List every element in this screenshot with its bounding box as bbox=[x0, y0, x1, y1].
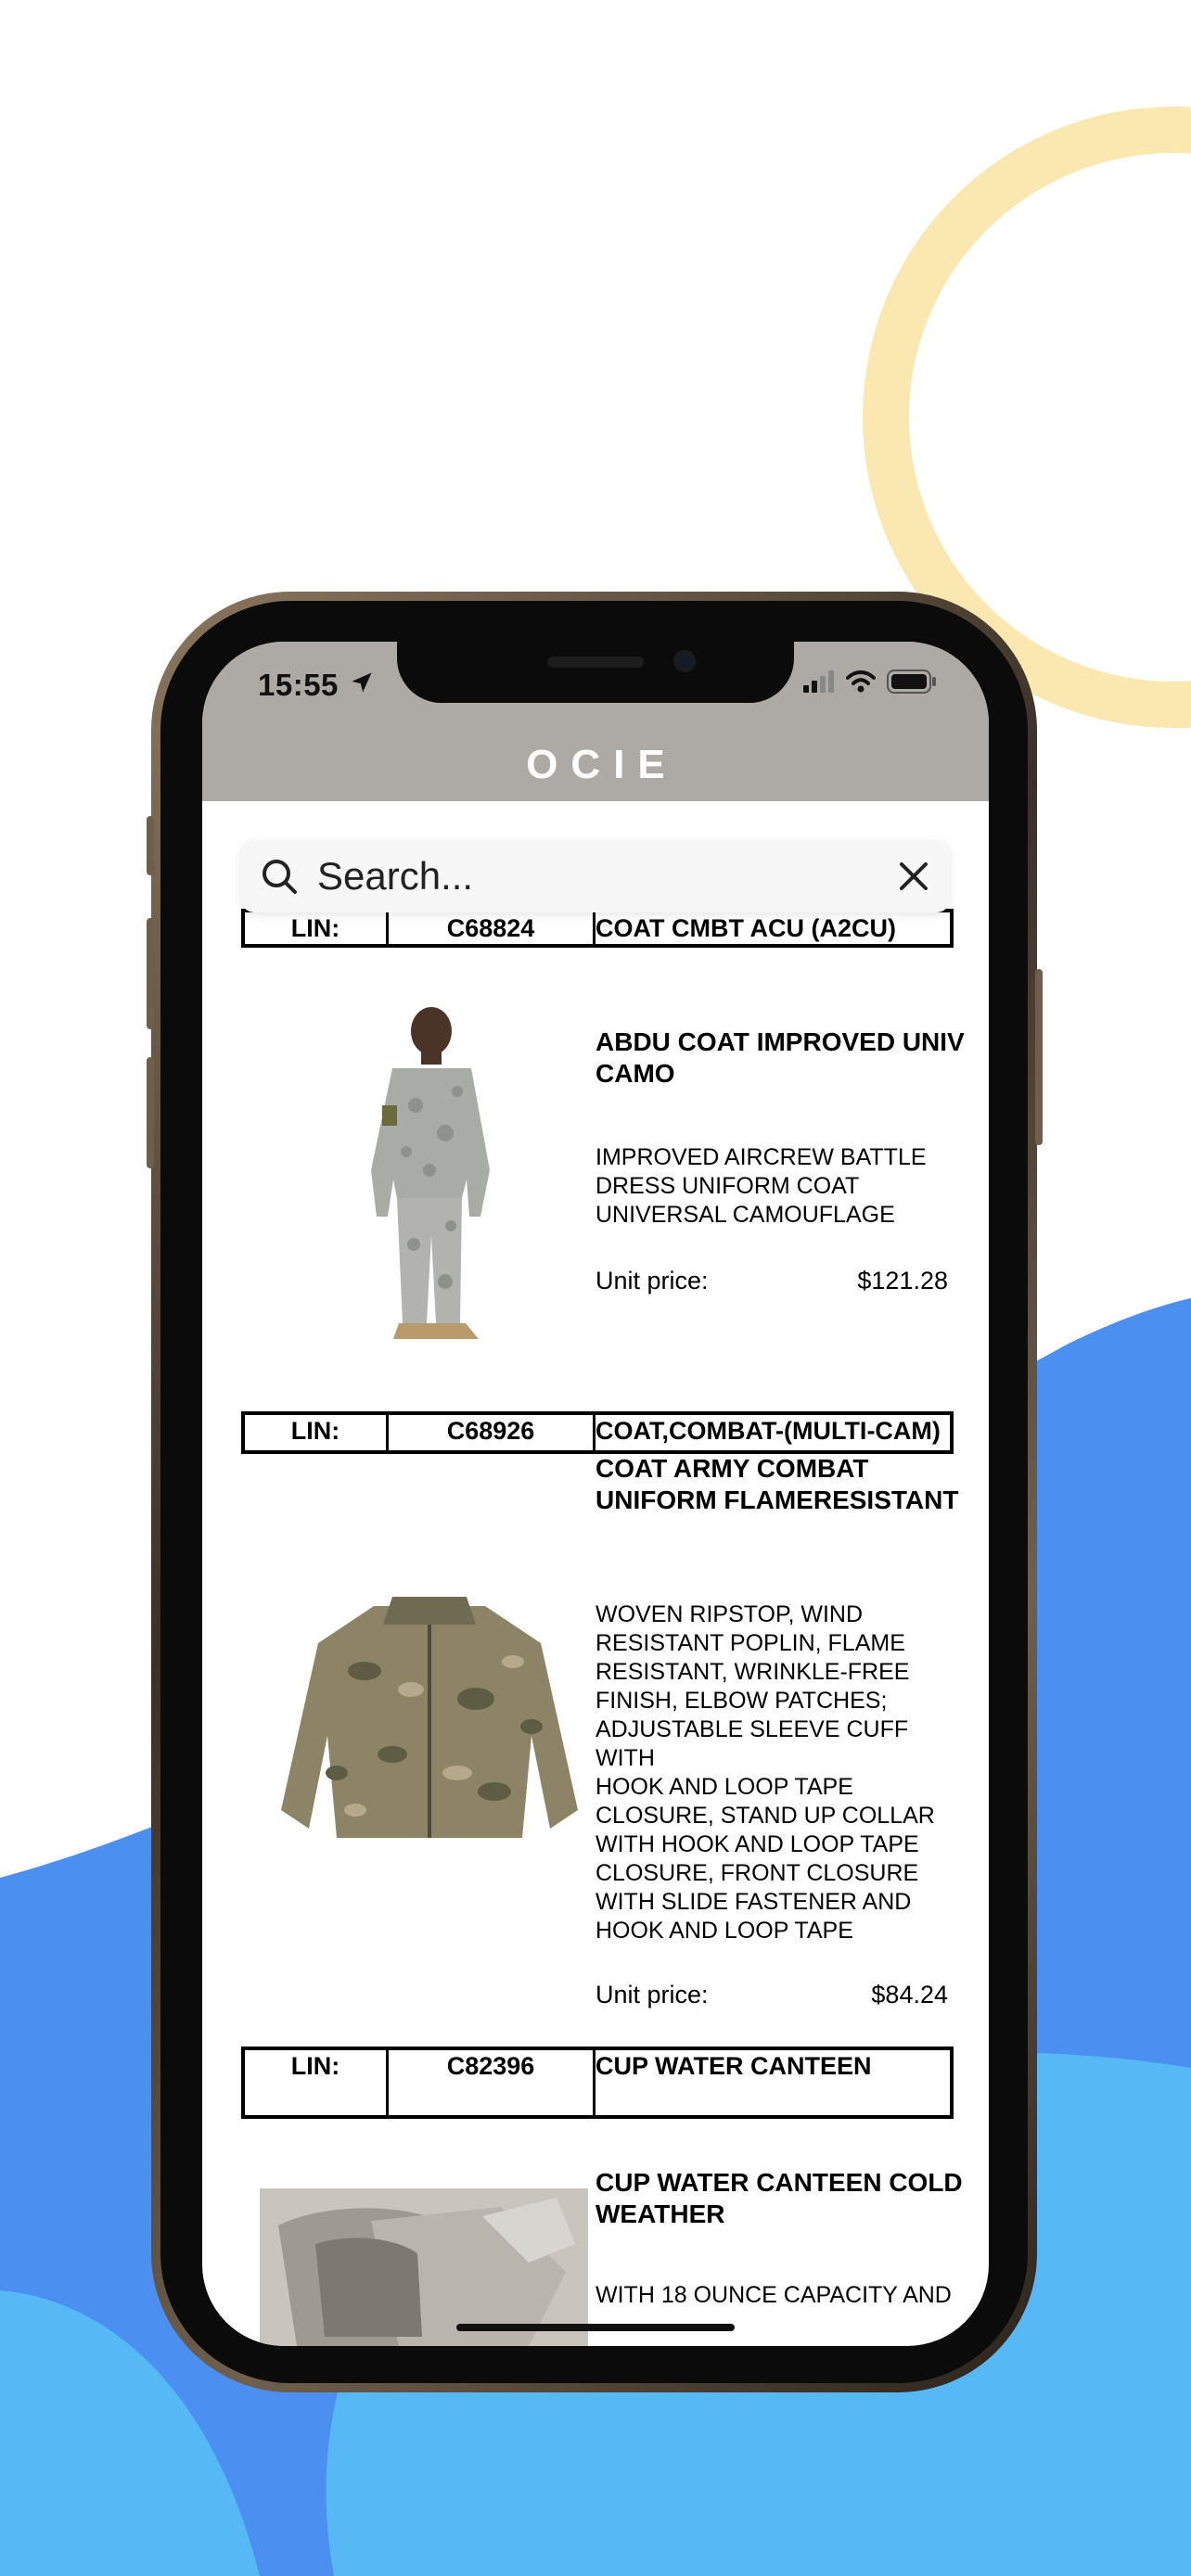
lin-description: COAT,COMBAT-(MULTI-CAM) bbox=[596, 1417, 941, 1445]
lin-label: LIN: bbox=[245, 1415, 389, 1450]
unit-price-value: $84.24 bbox=[871, 1981, 948, 2009]
search-icon bbox=[260, 857, 299, 896]
lin-number: C68926 bbox=[389, 1415, 596, 1450]
lin-label: LIN: bbox=[245, 2050, 389, 2115]
item-name[interactable]: CUP WATER CANTEEN COLD WEATHER bbox=[596, 2168, 963, 2228]
wifi-icon bbox=[846, 670, 876, 693]
lin-label: LIN: bbox=[245, 912, 389, 944]
location-arrow-icon bbox=[349, 670, 375, 695]
cellular-signal-icon bbox=[803, 670, 835, 693]
app-title: OCIE bbox=[526, 742, 678, 787]
item-description: WITH 18 OUNCE CAPACITY AND bbox=[596, 2282, 952, 2308]
lin-row bbox=[241, 909, 954, 948]
phone-camera bbox=[673, 650, 696, 672]
battery-icon bbox=[887, 670, 937, 694]
app-screen bbox=[202, 642, 989, 2346]
phone-speaker bbox=[547, 657, 644, 668]
item-name[interactable]: ABDU COAT IMPROVED UNIV CAMO bbox=[596, 1027, 965, 1088]
item-description: WOVEN RIPSTOP, WIND RESISTANT POPLIN, FLAME RESISTANT, WRINKLE-FREE FINISH, ELBOW PATCHES; ADJUSTABLE SLEEVE CUFF WITH HOOK AND LOOP TAPE CLOSURE, STAND UP COLLAR WITH HOOK AND LOOP TAPE CLOSURE, FRONT CLOSURE WITH SLIDE FASTENER AND HOOK AND LOOP TAPE bbox=[596, 1601, 935, 1944]
close-icon[interactable] bbox=[898, 861, 929, 892]
lin-number: C68824 bbox=[389, 912, 596, 944]
status-icons bbox=[803, 670, 937, 694]
phone-power-button bbox=[1035, 969, 1043, 1145]
unit-price-label: Unit price: bbox=[596, 1267, 709, 1294]
lin-row bbox=[241, 2047, 954, 2119]
phone-volume-up bbox=[147, 918, 154, 1029]
unit-price-value: $121.28 bbox=[857, 1267, 948, 1294]
camo-jacket-image[interactable] bbox=[272, 1588, 587, 1866]
lin-row bbox=[241, 1411, 954, 1454]
unit-price-label: Unit price: bbox=[596, 1981, 709, 2009]
lin-number: C82396 bbox=[389, 2050, 596, 2115]
soldier-uniform-image[interactable] bbox=[341, 1003, 518, 1346]
phone-silent-switch bbox=[147, 816, 154, 875]
phone-notch bbox=[397, 642, 794, 703]
canteen-cup-image[interactable] bbox=[260, 2188, 588, 2346]
lin-description: CUP WATER CANTEEN bbox=[596, 2052, 872, 2080]
lin-description: COAT CMBT ACU (A2CU) bbox=[596, 914, 896, 942]
search-input[interactable] bbox=[317, 848, 874, 905]
phone-volume-down bbox=[147, 1057, 154, 1168]
item-description: IMPROVED AIRCREW BATTLE DRESS UNIFORM COAT UNIVERSAL CAMOUFLAGE bbox=[596, 1144, 927, 1228]
status-time: 15:55 bbox=[258, 668, 339, 702]
home-indicator[interactable] bbox=[456, 2324, 735, 2331]
item-name[interactable]: COAT ARMY COMBAT UNIFORM FLAMERESISTANT bbox=[596, 1454, 959, 1514]
search-bar[interactable] bbox=[241, 840, 950, 912]
